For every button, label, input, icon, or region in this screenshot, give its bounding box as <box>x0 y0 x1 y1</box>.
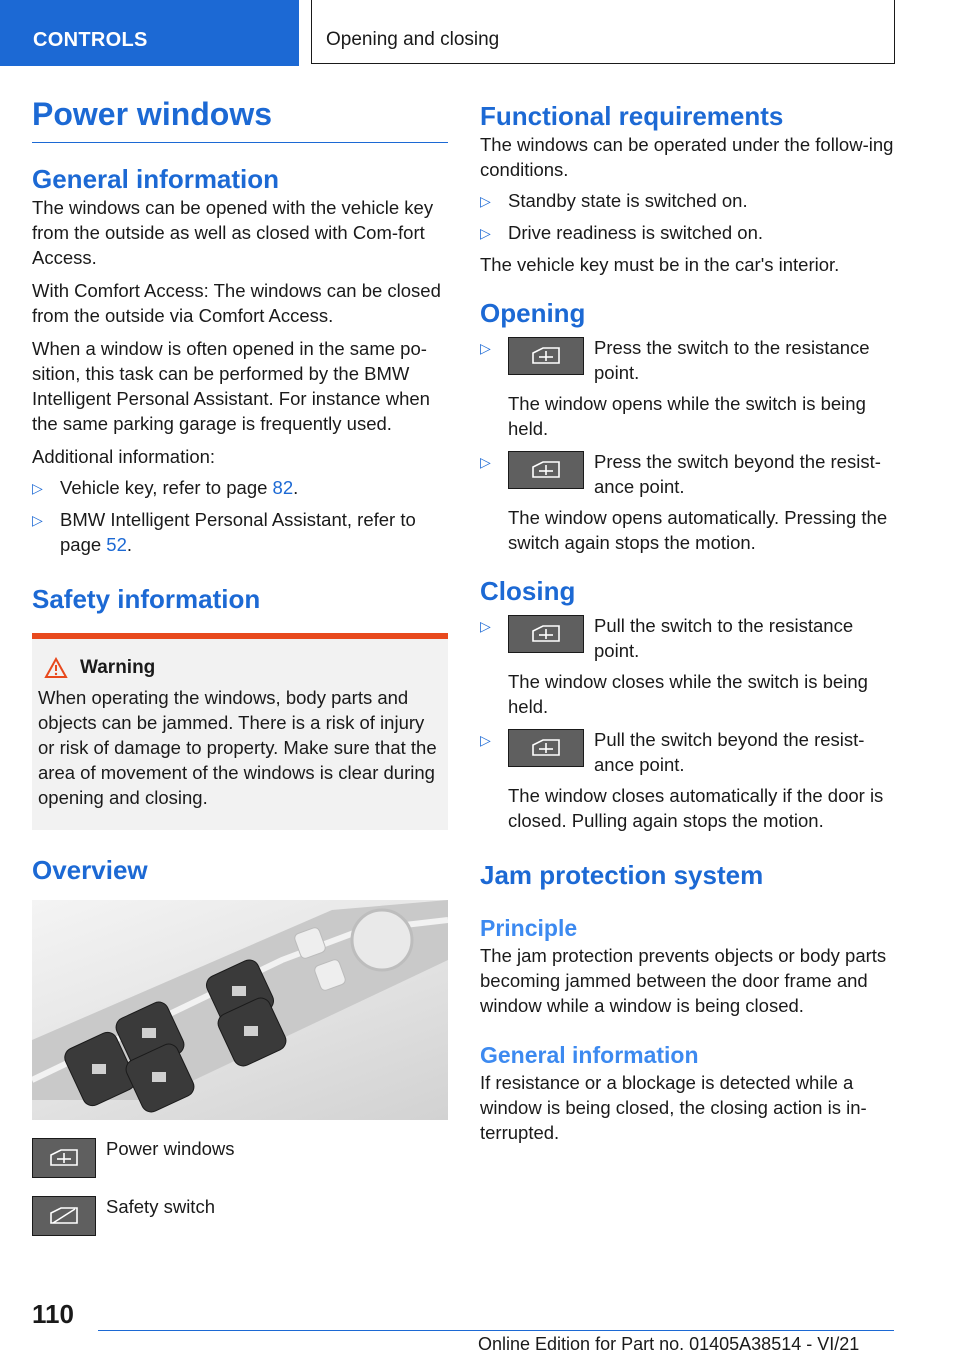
general-info-heading: General information <box>32 164 280 194</box>
safety-switch-icon <box>32 1196 96 1236</box>
ref-text: Vehicle key, refer to page <box>60 477 273 498</box>
bullet-triangle-icon: ▷ <box>32 512 43 528</box>
principle-text: The jam protection prevents objects or body parts becoming jammed between the door frame and window while a window is being closed. <box>480 945 887 1016</box>
list-item <box>480 449 896 555</box>
jam-general-heading: General information <box>480 1042 699 1068</box>
step-note: The window opens while the switch is being held. <box>508 393 866 439</box>
window-switch-icon <box>508 615 584 653</box>
section-label: CONTROLS <box>33 29 148 51</box>
window-switch-panel-image <box>32 900 448 1120</box>
window-switch-icon <box>508 451 584 489</box>
requirements-text: The windows can be operated under the follow‐ing conditions. <box>480 134 894 180</box>
list-item <box>480 188 896 214</box>
legend-label: Safety switch <box>106 1196 215 1217</box>
bullet-triangle-icon: ▷ <box>480 618 491 634</box>
chapter-label: Opening and closing <box>326 29 500 50</box>
edition-note: Online Edition for Part no. 01405A38514 - VI/21 <box>478 1334 860 1354</box>
step-note: The window closes automatically if the door is closed. Pulling again stops the motion. <box>508 785 884 831</box>
step-note: The window closes while the switch is being held. <box>508 671 868 717</box>
list-item <box>480 613 896 719</box>
window-switch-icon <box>32 1138 96 1178</box>
jam-general-text: If resistance or a blockage is detected while a window is being closed, the closing action is in‐terrupted. <box>480 1072 867 1143</box>
step-text: Press the switch to the resistance point. <box>594 337 870 383</box>
general-info-p1: The windows can be opened with the vehicle key from the outside as well as closed with Com‐fort Access. <box>32 197 434 268</box>
legend-item-safety-switch <box>32 1196 448 1236</box>
step-text: Pull the switch to the resistance point. <box>594 615 854 661</box>
general-info-p3: When a window is often opened in the same po‐sition, this task can be performed by the BMW Intelligent Personal Assistant. For instance when the same parking garage is frequently used. <box>32 338 430 434</box>
step-text: Pull the switch beyond the resist‐ance point. <box>594 729 865 775</box>
step-note: The window opens automatically. Pressing the switch again stops the motion. <box>508 507 888 553</box>
opening-heading: Opening <box>480 298 586 328</box>
warning-title: Warning <box>80 657 156 678</box>
page-title: Power windows <box>32 96 448 143</box>
warning-box <box>32 633 448 830</box>
list-item-text: Drive readiness is switched on. <box>508 222 763 243</box>
requirements-heading: Functional requirements <box>480 101 784 131</box>
window-switches-photo <box>32 900 448 1120</box>
warning-triangle-icon <box>44 657 68 679</box>
list-item: ▷ BMW Intelligent Personal Assistant, refer to page 52. <box>32 509 416 555</box>
general-info-p2: With Comfort Access: The windows can be closed from the outside via Comfort Access. <box>32 280 441 326</box>
safety-heading: Safety information <box>32 584 261 614</box>
bullet-triangle-icon: ▷ <box>480 225 491 241</box>
bullet-triangle-icon: ▷ <box>480 193 491 209</box>
page-link[interactable]: 82 <box>272 477 294 498</box>
jam-protection-heading: Jam protection system <box>480 860 764 890</box>
bullet-triangle-icon: ▷ <box>32 480 43 496</box>
list-item <box>480 727 896 833</box>
principle-heading: Principle <box>480 915 578 941</box>
section-tab <box>0 0 299 66</box>
legend-item-power-windows <box>32 1138 448 1178</box>
bullet-triangle-icon: ▷ <box>480 340 491 356</box>
right-column <box>480 100 896 1145</box>
bullet-triangle-icon: ▷ <box>480 732 491 748</box>
page-link[interactable]: 52 <box>106 534 127 555</box>
ref-text: BMW Intelligent Personal Assistant, refer to page <box>60 509 416 555</box>
additional-info-label: Additional information: <box>32 446 216 467</box>
closing-heading: Closing <box>480 576 576 606</box>
left-column <box>32 96 448 1236</box>
chapter-header <box>311 0 895 64</box>
window-switch-icon <box>508 729 584 767</box>
footer-divider <box>98 1330 894 1331</box>
list-item: ▷ Vehicle key, refer to page 82. <box>32 475 448 501</box>
window-switch-icon <box>508 337 584 375</box>
bullet-triangle-icon: ▷ <box>480 454 491 470</box>
requirements-note: The vehicle key must be in the car's interior. <box>480 254 840 275</box>
warning-title-row <box>38 657 442 679</box>
overview-heading: Overview <box>32 855 148 885</box>
page-number: 110 <box>32 1299 74 1329</box>
legend-label: Power windows <box>106 1138 235 1159</box>
list-item-text: Standby state is switched on. <box>508 190 748 211</box>
warning-text: When operating the windows, body parts and objects can be jammed. There is a risk of injury or risk of damage to property. Make sure that the area of movement of the windows is clear during opening and closing. <box>38 687 437 808</box>
list-item <box>480 335 896 441</box>
step-text: Press the switch beyond the resist‐ance point. <box>594 451 881 497</box>
list-item <box>480 220 896 246</box>
